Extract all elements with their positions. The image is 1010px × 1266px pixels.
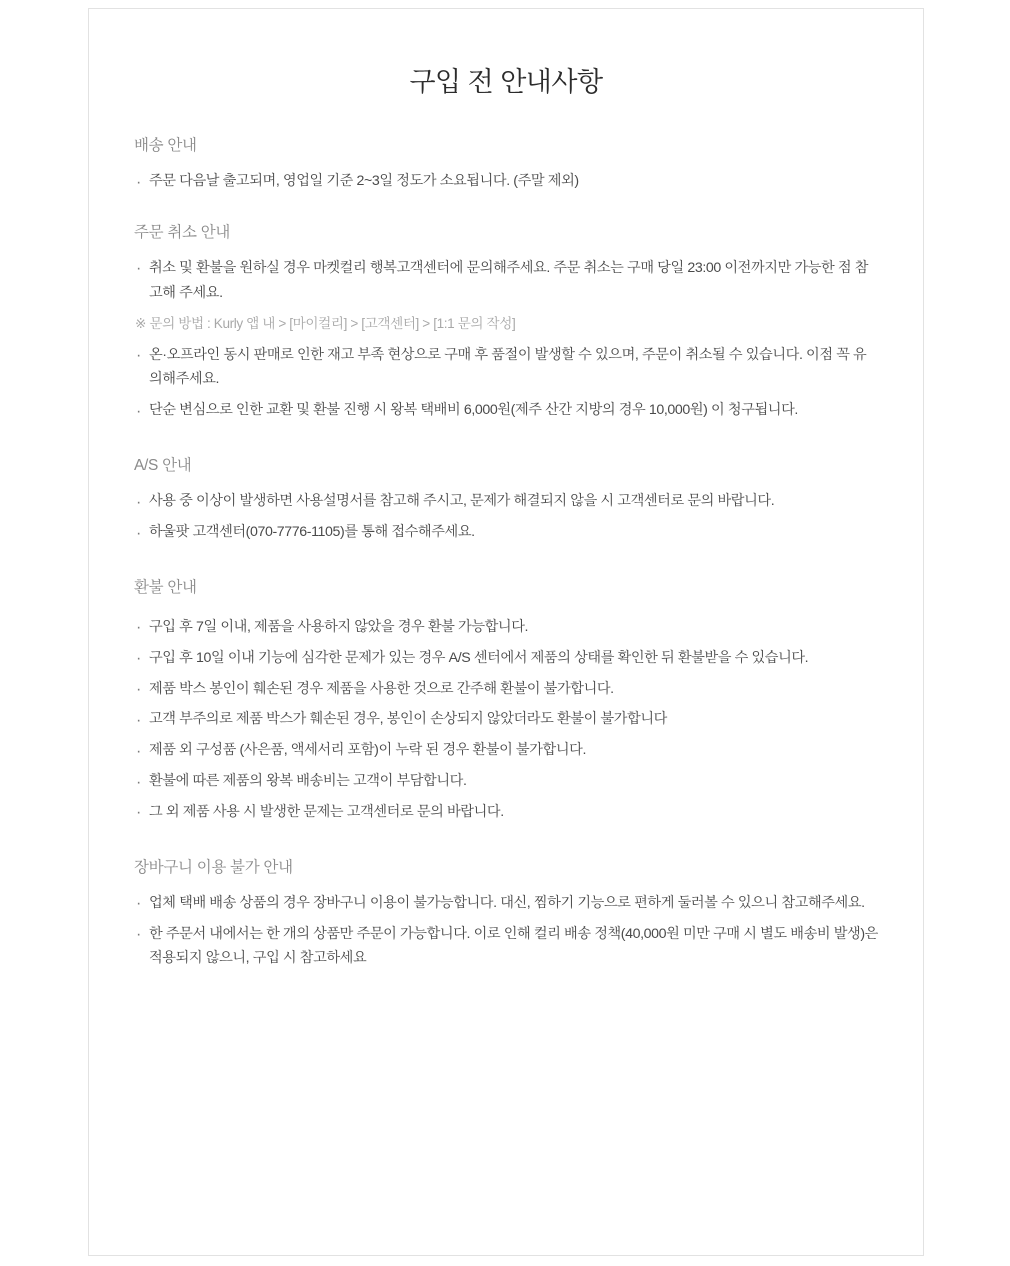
section-heading: A/S 안내: [134, 457, 192, 475]
inquiry-method-note: ※ 문의 방법 : Kurly 앱 내 > [마이컬리] > [고객센터] > [1:1 문의 작성]: [135, 315, 516, 331]
section-list: [134, 615, 878, 825]
section-list-continued: [134, 343, 878, 424]
section-as: [134, 453, 878, 545]
section-heading: 장바구니 이용 불가 안내: [134, 858, 293, 876]
section-heading: 주문 취소 안내: [134, 223, 231, 241]
list-item: · 주문 다음날 출고되며, 영업일 기준 2~3일 정도가 소요됩니다. (주말 제외): [134, 169, 878, 194]
list-item: · 구입 후 7일 이내, 제품을 사용하지 않았을 경우 환불 가능합니다.: [134, 615, 878, 640]
section-delivery: [134, 133, 878, 194]
list-item: · 구입 후 10일 이내 기능에 심각한 문제가 있는 경우 A/S 센터에서 제품의 상태를 확인한 뒤 환불받을 수 있습니다.: [134, 646, 878, 671]
list-item: · 온·오프라인 동시 판매로 인한 재고 부족 현상으로 구매 후 품절이 발생할 수 있으며, 주문이 취소될 수 있습니다. 이점 꼭 유의해주세요.: [134, 343, 878, 393]
page-title: 구입 전 안내사항: [409, 67, 603, 97]
list-item: · 그 외 제품 사용 시 발생한 문제는 고객센터로 문의 바랍니다.: [134, 800, 878, 825]
section-cart-unavailable: [134, 855, 878, 972]
section-order-cancel: [134, 220, 878, 423]
section-heading: 환불 안내: [134, 578, 197, 596]
list-item: · 제품 외 구성품 (사은품, 액세서리 포함)이 누락 된 경우 환불이 불가합니다.: [134, 738, 878, 763]
notice-content: [88, 8, 924, 1017]
list-item: · 한 주문서 내에서는 한 개의 상품만 주문이 가능합니다. 이로 인해 컬리 배송 정책(40,000원 미만 구매 시 별도 배송비 발생)은 적용되지 않으니, 구입 시 참고하세요: [134, 922, 878, 972]
list-item: · 취소 및 환불을 원하실 경우 마켓컬리 행복고객센터에 문의해주세요. 주문 취소는 구매 당일 23:00 이전까지만 가능한 점 참고해 주세요.: [134, 256, 878, 306]
list-item: · 단순 변심으로 인한 교환 및 환불 진행 시 왕복 택배비 6,000원(제주 산간 지방의 경우 10,000원) 이 청구됩니다.: [134, 398, 878, 423]
section-list: [134, 256, 878, 306]
list-item: · 고객 부주의로 제품 박스가 훼손된 경우, 봉인이 손상되지 않았더라도 환불이 불가합니다: [134, 707, 878, 732]
list-item: · 하울팟 고객센터(070-7776-1105)를 통해 접수해주세요.: [134, 520, 878, 545]
section-heading: 배송 안내: [134, 137, 197, 154]
section-list: [134, 489, 878, 545]
section-list: [134, 169, 878, 194]
section-refund: [134, 575, 878, 825]
list-item: · 환불에 따른 제품의 왕복 배송비는 고객이 부담합니다.: [134, 769, 878, 794]
list-item: · 사용 중 이상이 발생하면 사용설명서를 참고해 주시고, 문제가 해결되지 않을 시 고객센터로 문의 바랍니다.: [134, 489, 878, 514]
list-item: · 제품 박스 봉인이 훼손된 경우 제품을 사용한 것으로 간주해 환불이 불가합니다.: [134, 677, 878, 702]
list-item: · 업체 택배 배송 상품의 경우 장바구니 이용이 불가능합니다. 대신, 찜하기 기능으로 편하게 둘러볼 수 있으니 참고해주세요.: [134, 891, 878, 916]
section-list: [134, 891, 878, 972]
